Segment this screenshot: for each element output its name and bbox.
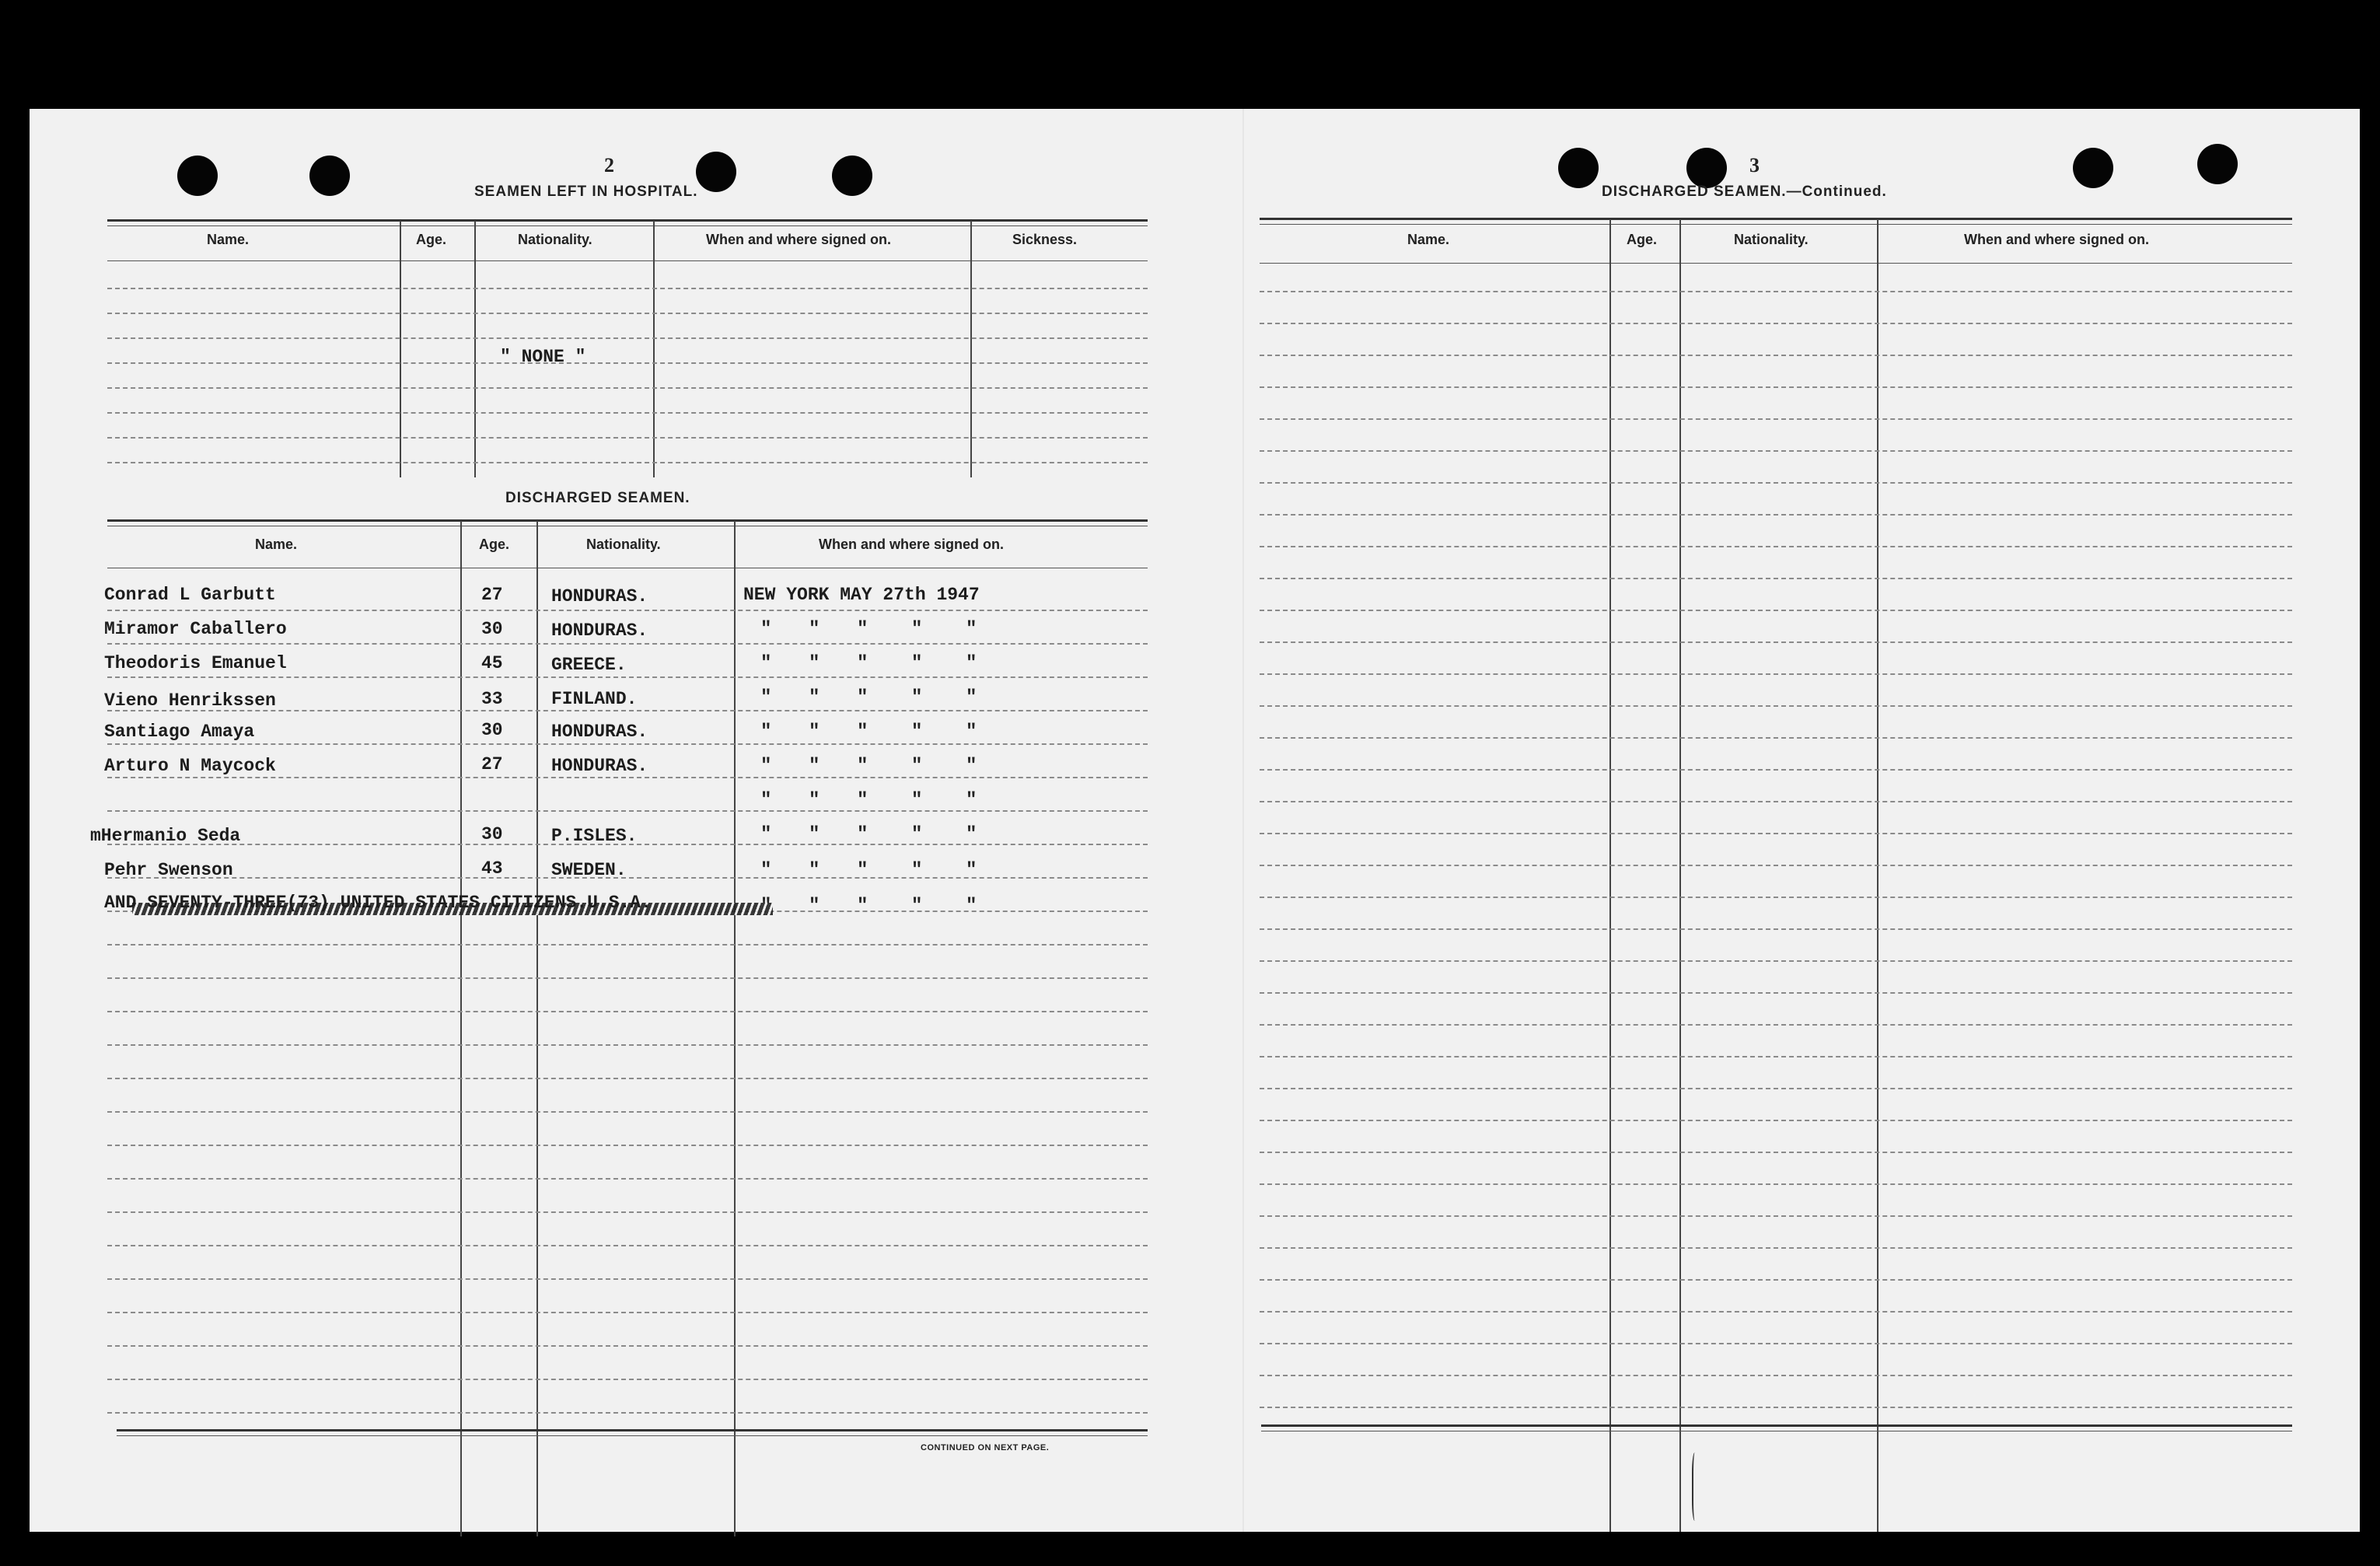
ditto-mark: " — [966, 653, 977, 674]
ruled-line — [107, 462, 1148, 463]
column-header: Age. — [1627, 232, 1658, 247]
seaman-nationality: HONDURAS. — [551, 722, 648, 742]
hospital-entry: " NONE " — [500, 347, 586, 367]
ditto-mark: " — [966, 722, 977, 743]
ruled-line — [1260, 865, 2292, 866]
ruled-line — [1260, 1247, 2292, 1249]
column-header: Age. — [479, 537, 510, 552]
ditto-mark: " — [911, 722, 923, 743]
seaman-nationality: GREECE. — [551, 655, 627, 675]
table-rule — [1260, 263, 2292, 264]
ruled-line — [1260, 1152, 2292, 1153]
seaman-name: Arturo N Maycock — [104, 756, 276, 776]
table-rule — [107, 219, 1148, 222]
ruled-line — [1260, 386, 2292, 388]
ditto-mark: " — [911, 860, 923, 881]
ruled-line — [1260, 546, 2292, 547]
ruled-line — [1260, 323, 2292, 324]
ruled-line — [107, 1044, 1148, 1046]
seaman-age: 30 — [481, 824, 503, 844]
column-header: Name. — [207, 232, 250, 247]
column-divider — [400, 221, 401, 477]
seaman-nationality: FINLAND. — [551, 689, 638, 709]
ditto-mark: " — [760, 860, 772, 881]
ruled-line — [1260, 992, 2292, 994]
ruled-line — [1260, 960, 2292, 962]
ruled-line — [1260, 355, 2292, 356]
column-header: Sickness. — [1012, 232, 1078, 247]
ruled-line — [107, 1011, 1148, 1012]
column-header: When and where signed on. — [1964, 232, 2150, 247]
seaman-nationality: SWEDEN. — [551, 860, 627, 880]
ruled-line — [1260, 737, 2292, 739]
discharged-section-title: DISCHARGED SEAMEN. — [505, 490, 690, 506]
seaman-name: Pehr Swenson — [104, 860, 233, 880]
ditto-mark: " — [857, 722, 868, 743]
column-header: When and where signed on. — [819, 537, 1005, 552]
ruled-line — [1260, 928, 2292, 930]
ruled-line — [1260, 1343, 2292, 1344]
ruled-line — [1260, 897, 2292, 898]
ditto-mark: " — [857, 790, 868, 811]
column-divider — [536, 521, 538, 1536]
ruled-line — [107, 1178, 1148, 1180]
ruled-line — [1260, 482, 2292, 484]
column-divider — [1679, 219, 1681, 1532]
seaman-name: Conrad L Garbutt — [104, 585, 276, 605]
ditto-mark: " — [966, 896, 977, 917]
seaman-name: mHermanio Seda — [90, 826, 241, 846]
ruled-line — [1260, 1311, 2292, 1313]
ditto-mark: " — [911, 619, 923, 640]
ditto-mark: " — [857, 687, 868, 708]
ruled-line — [107, 944, 1148, 946]
seaman-age: 33 — [481, 689, 503, 709]
page-number: 3 — [1749, 154, 1760, 177]
seaman-name: Santiago Amaya — [104, 722, 255, 742]
paper-curl — [1692, 1452, 1701, 1521]
ruled-line — [107, 1345, 1148, 1347]
column-divider — [1609, 219, 1611, 1532]
seaman-nationality: P.ISLES. — [551, 826, 638, 846]
ruled-line — [107, 313, 1148, 314]
table-rule — [107, 225, 1148, 226]
ruled-line — [107, 288, 1148, 289]
seaman-nationality: HONDURAS. — [551, 620, 648, 641]
ruled-line — [107, 977, 1148, 979]
ruled-line — [1260, 705, 2292, 707]
ditto-mark: " — [809, 860, 820, 881]
ruled-line — [1260, 610, 2292, 611]
ditto-mark: " — [911, 687, 923, 708]
table-rule — [117, 1435, 1148, 1436]
ruled-line — [107, 1145, 1148, 1146]
column-divider — [970, 221, 972, 477]
ditto-mark: " — [857, 860, 868, 881]
ditto-mark: " — [760, 687, 772, 708]
ruled-line — [107, 362, 1148, 364]
punch-hole — [696, 152, 736, 192]
table-rule — [1261, 1424, 2292, 1427]
ruled-line — [107, 337, 1148, 339]
ruled-line — [1260, 291, 2292, 292]
ditto-mark: " — [857, 756, 868, 777]
ditto-mark: " — [760, 896, 772, 917]
document-sheet — [30, 109, 2360, 1532]
seaman-age: 30 — [481, 720, 503, 740]
ditto-mark: " — [911, 896, 923, 917]
ditto-mark: " — [911, 824, 923, 845]
ruled-line — [1260, 1279, 2292, 1281]
table-rule — [107, 519, 1148, 522]
ditto-mark: " — [760, 619, 772, 640]
table-rule — [107, 260, 1148, 261]
ruled-line — [1260, 769, 2292, 771]
ditto-mark: " — [760, 756, 772, 777]
ruled-line — [1260, 578, 2292, 579]
ruled-line — [107, 1278, 1148, 1280]
ruled-line — [1260, 514, 2292, 516]
ruled-line — [107, 1111, 1148, 1113]
ruled-line — [107, 676, 1148, 678]
table-rule — [1260, 218, 2292, 220]
seaman-age: 45 — [481, 653, 503, 673]
ruled-line — [107, 1245, 1148, 1246]
ruled-line — [107, 412, 1148, 414]
page-number: 2 — [604, 154, 614, 177]
punch-hole — [177, 156, 218, 196]
ruled-line — [107, 1412, 1148, 1414]
seaman-name: Vieno Henrikssen — [104, 690, 276, 711]
column-header: Name. — [1407, 232, 1450, 247]
ditto-mark: " — [809, 896, 820, 917]
ditto-mark: " — [760, 722, 772, 743]
column-header: Nationality. — [1734, 232, 1809, 247]
ditto-mark: " — [809, 722, 820, 743]
ruled-line — [1260, 1183, 2292, 1185]
punch-hole — [1558, 148, 1599, 188]
seaman-age: 27 — [481, 754, 503, 774]
ditto-mark: " — [857, 619, 868, 640]
ditto-mark: " — [857, 824, 868, 845]
punch-hole — [1686, 148, 1727, 188]
ruled-line — [107, 810, 1148, 812]
ditto-mark: " — [809, 619, 820, 640]
ditto-mark: " — [857, 653, 868, 674]
ruled-line — [1260, 1375, 2292, 1376]
seaman-name: Miramor Caballero — [104, 619, 287, 639]
column-divider — [1877, 219, 1878, 1532]
punch-hole — [2197, 144, 2238, 184]
ditto-mark: " — [809, 756, 820, 777]
column-divider — [474, 221, 476, 477]
ruled-line — [107, 1078, 1148, 1079]
ruled-line — [107, 877, 1148, 879]
punch-hole — [309, 156, 350, 196]
continued-section-title: DISCHARGED SEAMEN.—Continued. — [1602, 184, 1887, 200]
ruled-line — [1260, 833, 2292, 834]
ditto-mark: " — [760, 824, 772, 845]
ditto-mark: " — [911, 653, 923, 674]
seaman-signed-on: NEW YORK MAY 27th 1947 — [743, 585, 980, 605]
ruled-line — [107, 1211, 1148, 1213]
ditto-mark: " — [809, 653, 820, 674]
column-header: Name. — [255, 537, 298, 552]
seaman-name: Theodoris Emanuel — [104, 653, 287, 673]
ruled-line — [1260, 1056, 2292, 1057]
ruled-line — [1260, 418, 2292, 420]
hospital-section-title: SEAMEN LEFT IN HOSPITAL. — [474, 184, 698, 200]
column-header: Age. — [416, 232, 447, 247]
ruled-line — [107, 437, 1148, 439]
ditto-mark: " — [760, 653, 772, 674]
seaman-age: 30 — [481, 619, 503, 639]
ruled-line — [1260, 1024, 2292, 1026]
ruled-line — [107, 743, 1148, 745]
seaman-nationality: HONDURAS. — [551, 756, 648, 776]
ruled-line — [1260, 450, 2292, 452]
ditto-mark: " — [809, 790, 820, 811]
ruled-line — [1260, 1215, 2292, 1217]
ruled-line — [107, 643, 1148, 645]
ditto-mark: " — [809, 687, 820, 708]
ruled-line — [1260, 1088, 2292, 1089]
ditto-mark: " — [911, 756, 923, 777]
ruled-line — [1260, 641, 2292, 643]
column-divider — [734, 521, 736, 1536]
ruled-line — [107, 777, 1148, 778]
seaman-age: 43 — [481, 858, 503, 879]
punch-hole — [832, 156, 872, 196]
ditto-mark: " — [966, 756, 977, 777]
seaman-nationality: HONDURAS. — [551, 586, 648, 606]
ruled-line — [107, 1379, 1148, 1380]
ditto-mark: " — [966, 860, 977, 881]
ruled-line — [107, 610, 1148, 611]
column-divider — [653, 221, 655, 477]
ruled-line — [107, 1312, 1148, 1313]
page-fold — [1242, 109, 1244, 1532]
table-rule — [117, 1429, 1148, 1431]
ruled-line — [1260, 1120, 2292, 1121]
ditto-mark: " — [966, 824, 977, 845]
seaman-age: 27 — [481, 585, 503, 605]
ditto-mark: " — [911, 790, 923, 811]
ruled-line — [1260, 801, 2292, 802]
ditto-mark: " — [966, 619, 977, 640]
column-header: When and where signed on. — [706, 232, 892, 247]
column-header: Nationality. — [586, 537, 661, 552]
table-rule — [1260, 224, 2292, 225]
ditto-mark: " — [809, 824, 820, 845]
column-divider — [460, 521, 462, 1536]
column-header: Nationality. — [518, 232, 592, 247]
ditto-mark: " — [966, 790, 977, 811]
continued-footer: CONTINUED ON NEXT PAGE. — [921, 1443, 1050, 1452]
ditto-mark: " — [857, 896, 868, 917]
punch-hole — [2073, 148, 2113, 188]
ruled-line — [107, 387, 1148, 389]
ruled-line — [1260, 673, 2292, 675]
summary-line: AND SEVENTY-THREE(73) UNITED STATES CITIZENS.U.S.A. — [104, 893, 652, 913]
ditto-mark: " — [966, 687, 977, 708]
ditto-mark: " — [760, 790, 772, 811]
ruled-line — [1260, 1407, 2292, 1408]
